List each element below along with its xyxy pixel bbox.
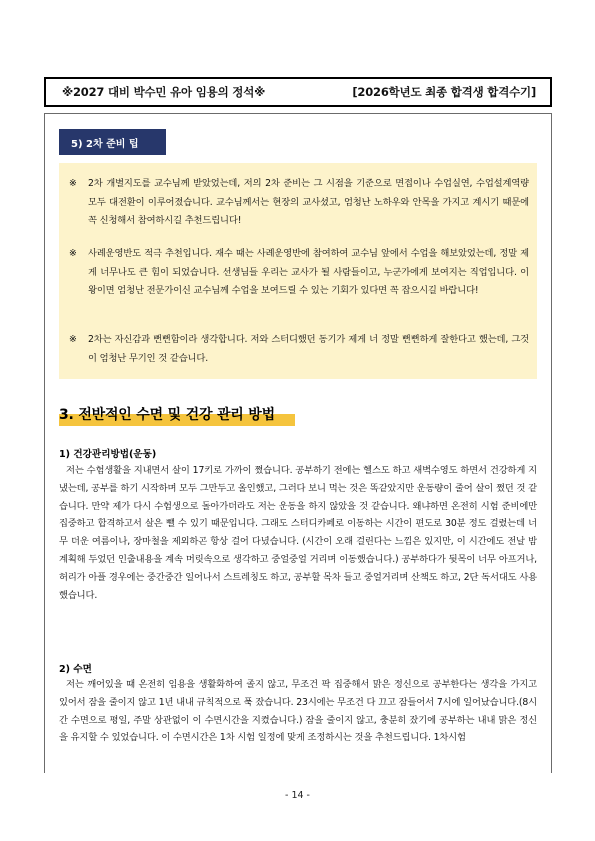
tip-text: 사례운영반도 적극 추천입니다. 재수 때는 사례운영반에 참여하여 교수님 앞에서 수업을 해보았었는데, 정말 제게 너무나도 큰 힘이 되었습니다. 선생님들 우리는 교사가 될 사람들이고, 누군가에게 보여지는 직업입니다. 이왕이면 엄청난 전문가이신 교수님께 수업을 보여드릴 수 있는 기회가 있다면 꼭 잡으시길 바랍니다! <box>88 248 529 296</box>
tips-box <box>59 163 537 379</box>
reference-mark-icon: ※ <box>69 178 77 189</box>
health-body: 저는 수험생활을 지내면서 살이 17키로 가까이 쪘습니다. 공부하기 전에는 헬스도 하고 새벽수영도 하면서 건강하게 지냈는데, 공부를 하기 시작하며 모두 그만두고 올인했고, 그러다 보니 먹는 것은 똑같았지만 운동량이 줄어 살이 쪘던 것 같습니다. 만약 제가 다시 수험생으로 돌아가더라도 저는 운동을 하지 않았을 것 같습니다. 왜냐하면 온전히 시험 준비에만 집중하고 합격하고서 살은 뺄 수 있기 때문입니다. 그래도 스터디카페로 이동하는 시간이 편도로 30분 정도 걸렸는데 너무 더운 여름이나, 장마철을 제외하곤 항상 걸어 다녔습니다. (시간이 오래 걸린다는 느낌은 있지만, 이 시간에도 전날 밤 계획해 두었던 인출내용을 계속 머릿속으로 생각하고 중얼중얼 거리며 이동했습니다.) 공부하다가 뒷목이 너무 아프거나, 허리가 아플 경우에는 중간중간 일어나서 스트레칭도 하고, 공부할 목차 들고 중얼거리며 산책도 하고, 2단 독서대도 사용했습니다. <box>59 465 537 601</box>
reference-mark-icon: ※ <box>69 334 77 345</box>
health-heading: 1) 건강관리방법(운동) <box>59 449 157 460</box>
header-left-title: ※2027 대비 박수민 유아 임용의 정석※ <box>62 85 266 99</box>
page-number: - 14 - <box>285 790 310 801</box>
tip-item <box>69 331 529 368</box>
tip-text: 2차 개별지도를 교수님께 받았었는데, 저의 2차 준비는 그 시점을 기준으로 면접이나 수업실연, 수업설계역량 모두 대전환이 이루어졌습니다. 교수님께서는 현장의 교사셨고, 엄청난 노하우와 안목을 가지고 계시기 때문에 꼭 신청해서 참여하시길 추천드립니다! <box>88 178 529 226</box>
reference-mark-icon: ※ <box>69 248 77 259</box>
section-title: 3. 전반적인 수면 및 건강 관리 방법 <box>59 404 296 424</box>
tip-item <box>69 245 529 301</box>
sleep-heading: 2) 수면 <box>59 664 92 675</box>
tip-item <box>69 175 529 231</box>
tip-text: 2차는 자신감과 뻔뻔함이라 생각합니다. 저와 스터디했던 동기가 제게 너 정말 뻔뻔하게 잘한다고 했는데, 그것이 엄청난 무기인 것 같습니다. <box>88 334 529 364</box>
sleep-body: 저는 깨어있을 때 온전히 임용을 생활화하여 졸지 않고, 무조건 팍 집중해서 맑은 정신으로 공부한다는 생각을 가지고 있어서 잠을 줄이지 않고 1년 내내 규칙적으로 푹 잤습니다. 23시에는 무조건 다 끄고 잠들어서 7시에 일어났습니다.(8시간 수면으로 평일, 주말 상관없이 이 수면시간을 지켰습니다.) 잠을 줄이지 않고, 충분히 잤기에 공부하는 내내 맑은 정신을 유지할 수 있었습니다. 이 수면시간은 1차 시험 일정에 맞게 조정하시는 것을 추천드립니다. 1차시험 <box>59 679 537 744</box>
document-header <box>44 77 552 107</box>
tips-label: 5) 2차 준비 팁 <box>59 129 166 155</box>
header-right-title: [2026학년도 최종 합격생 합격수기] <box>352 85 536 99</box>
